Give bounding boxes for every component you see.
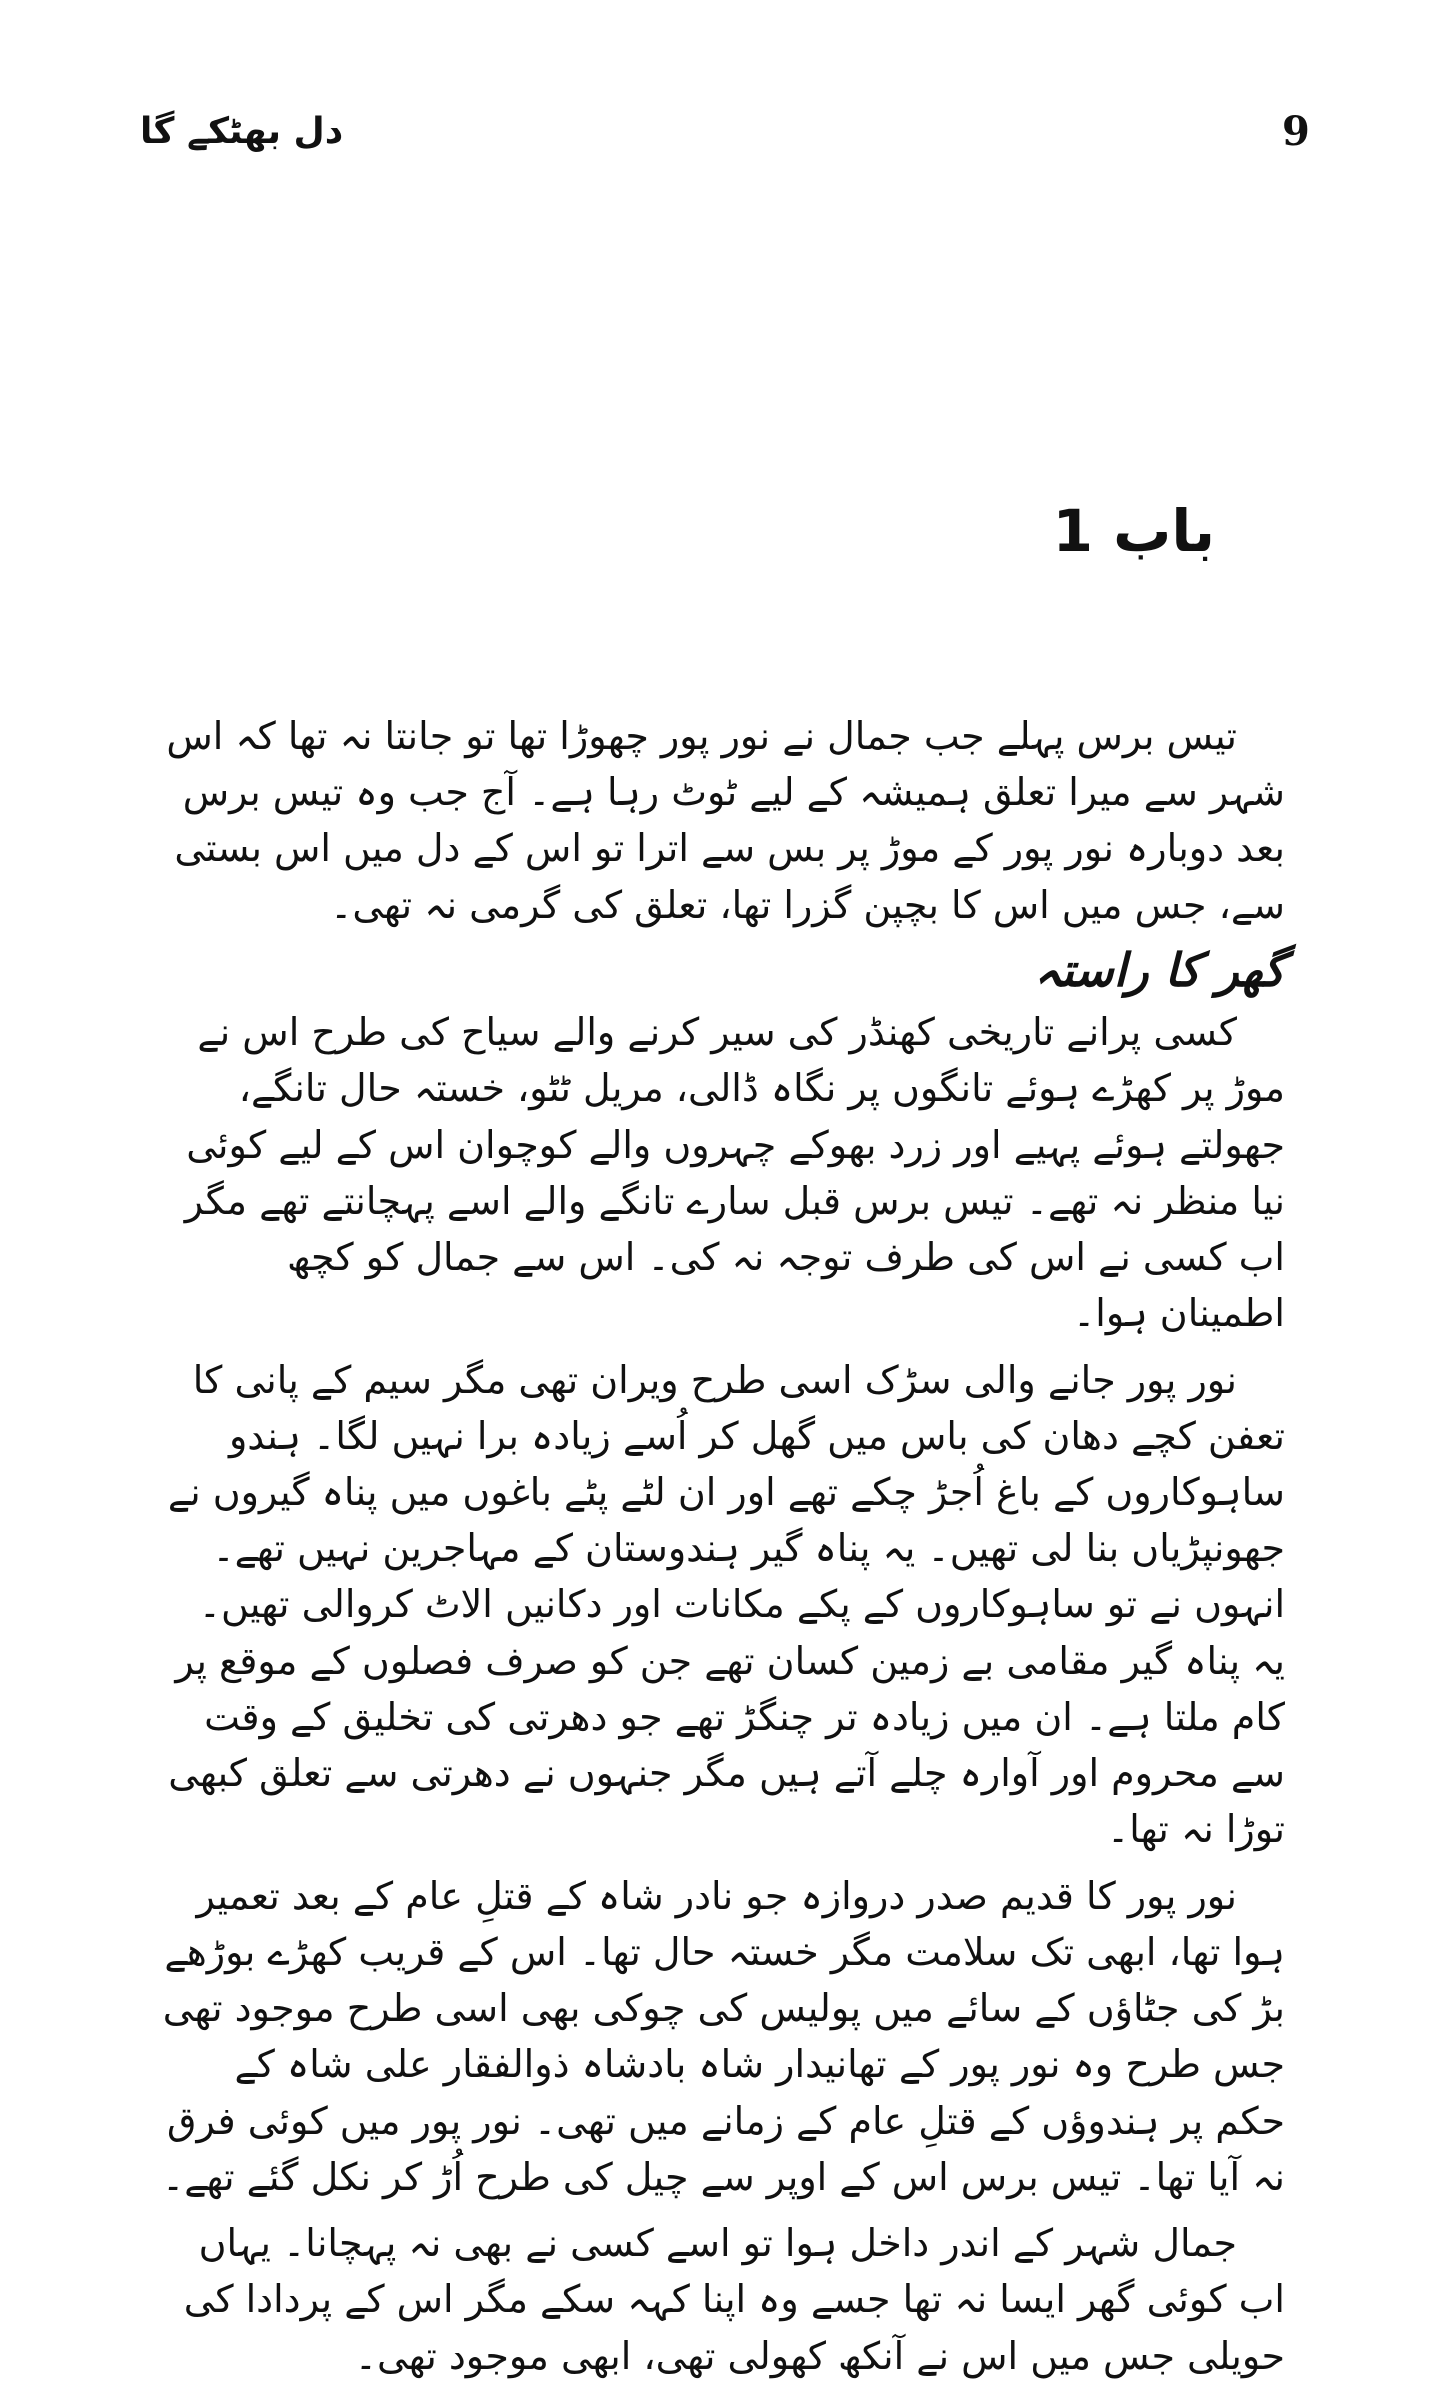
chapter-title: باب 1 (1052, 497, 1215, 565)
paragraph-4: نور پور کا قدیم صدر دروازہ جو نادر شاہ کے قتلِ عام کے بعد تعمیر ہوا تھا، ابھی تک سلامت مگر خستہ حال تھا۔ اس کے قریب کھڑے بوڑھے بڑ کی جٹاؤں کے سائے میں پولیس کی چوکی بھی اسی طرح موجود تھی جس طرح وہ نور پور کے تھانیدار شاہ بادشاہ ذوالفقار علی شاہ کے حکم پر ہندوؤں کے قتلِ عام کے زمانے میں تھی۔ نور پور میں کوئی فرق نہ آیا تھا۔ تیس برس اس کے اوپر سے چیل کی طرح اُڑ کر نکل گئے تھے۔ (161, 1873, 1285, 2199)
running-header-title: دل بھٹکے گا (140, 111, 344, 152)
paragraph-3: نور پور جانے والی سڑک اسی طرح ویران تھی مگر سیم کے پانی کا تعفن کچے دھان کی باس میں گھل کر اُسے زیادہ برا نہیں لگا۔ ہندو ساہوکاروں کے باغ اُجڑ چکے تھے اور ان لٹے پٹے باغوں میں پناہ گیروں نے جھونپڑیاں بنا لی تھیں۔ یہ پناہ گیر ہندوستان کے مہاجرین نہیں تھے۔ انہوں نے تو ساہوکاروں کے پکے مکانات اور دکانیں الاٹ کروالی تھیں۔ یہ پناہ گیر مقامی بے زمین کسان تھے جن کو صرف فصلوں کے موقع پر کام ملتا ہے۔ ان میں زیادہ تر چنگڑ تھے جو دھرتی کی تخلیق کے وقت سے محروم اور آوارہ چلے آتے ہیں مگر جنہوں نے دھرتی سے تعلق کبھی توڑا نہ تھا۔ (167, 1357, 1285, 1852)
page-body (160, 708, 1285, 2394)
section-heading: گھر کا راستہ (1034, 942, 1285, 997)
page-number: 9 (1282, 108, 1310, 155)
paragraph-2: کسی پرانے تاریخی کھنڈر کی سیر کرنے والے سیاح کی طرح اس نے موڑ پر کھڑے ہوئے تانگوں پر نگاہ ڈالی، مریل ٹٹو، خستہ حال تانگے، جھولتے ہوئے پہیے اور زرد بھوکے چہروں والے کوچوان اس کے لیے کوئی نیا منظر نہ تھے۔ تیس برس قبل سارے تانگے والے اسے پہچانتے تھے مگر اب کسی نے اس کی طرف توجہ نہ کی۔ اس سے جمال کو کچھ اطمینان ہوا۔ (184, 1010, 1285, 1336)
paragraph-5: جمال شہر کے اندر داخل ہوا تو اسے کسی نے بھی نہ پہچانا۔ یہاں اب کوئی گھر ایسا نہ تھا جسے وہ اپنا کہہ سکے مگر اس کے پردادا کی حویلی جس میں اس نے آنکھ کھولی تھی، ابھی موجود تھی۔ (183, 2221, 1285, 2378)
paragraph-1: تیس برس پہلے جب جمال نے نور پور چھوڑا تھا تو جانتا نہ تھا کہ اس شہر سے میرا تعلق ہمیشہ کے لیے ٹوٹ رہا ہے۔ آج جب وہ تیس برس بعد دوبارہ نور پور کے موڑ پر بس سے اترا تو اس کے دل میں اس بستی سے، جس میں اس کا بچپن گزرا تھا، تعلق کی گرمی نہ تھی۔ (166, 714, 1285, 927)
